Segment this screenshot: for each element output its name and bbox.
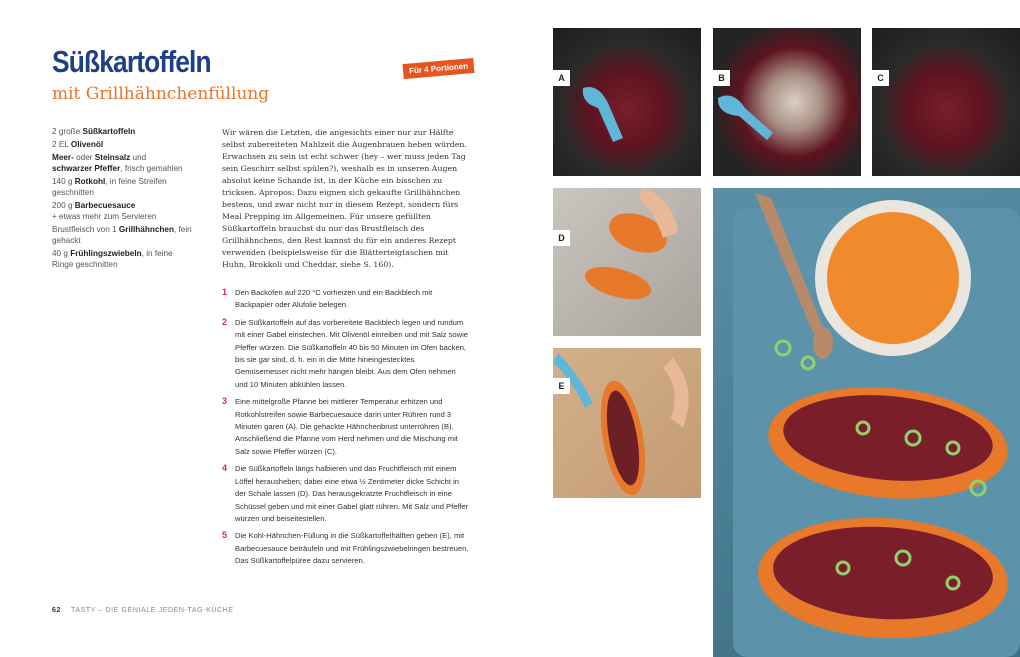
portions-badge: Für 4 Portionen <box>402 58 474 79</box>
step-number: 3 <box>222 396 228 407</box>
photo-tag-c: C <box>872 70 889 86</box>
step-text: Die Süßkartoffeln längs halbieren und das Fruchtfleisch mit einem Löffel herausheben; dabei eine etwa ½ Zentimeter dicke Schicht in der Schale lassen (D). Das herausgekratzte Fruchtfleisch in eine Schüssel geben und mit einer Gabel glatt rühren. Mit Salz und Pfeffer würzen und beiseitestellen. <box>235 464 469 523</box>
photo-tag-a: A <box>553 70 570 86</box>
hero-dish <box>713 188 1020 657</box>
ingredient-item: Meer- oder Steinsalz und <box>52 153 147 162</box>
step-number: 1 <box>222 287 228 297</box>
ingredient-list <box>52 126 192 272</box>
ingredient-item: Brustfleisch von 1 Grillhähnchen, fein gehackt <box>52 225 192 245</box>
step-number: 2 <box>222 316 228 327</box>
step-number: 4 <box>222 463 228 474</box>
step-item <box>222 530 470 567</box>
intro-text: Wir wären die Letzten, die angesichts einer nur zur Hälfte selbst zubereiteten Mahlzeit die Augenbrauen heben würden. Erwachsen zu sein ist echt schwer (hey – wer muss jeden Tag sein Geschirr selbst spülen?), weshalb es in unseren Augen absolut keine Schande ist, in der Küche ein bisschen zu tricksen. Apropos: Dazu eignen sich gekaufte Grillhähnchen bestens, und zwar nicht nur in diesem Rezept, sondern fürs Meal Prepping im Allgemeinen. Für unsere gefüllten Süßkartoffeln brauchst du nur das Brustfleisch des Grillhähnchens, den Rest kannst du für ein anderes Rezept verwenden (beispielsweise für die Blätterteigtaschen mit Huhn, Brokkoli und Cheddar, siehe S. 160). <box>222 128 467 269</box>
step-item <box>222 463 470 525</box>
page-number: 62 <box>52 607 61 614</box>
photo-step-c <box>872 28 1020 176</box>
step-text: Die Süßkartoffeln auf das vorbereitete Backblech legen und rundum mit einer Gabel einstechen. Mit Olivenöl einreiben und mit Salz sowie Pfeffer würzen. Die Süßkartoffeln 40 bis 50 Minuten im Ofen backen, bis sie gar sind, d. h. ein in die Mitte hineingestecktes Gemüsemesser nicht mehr hängen bleibt. Aus dem Ofen nehmen und 10 Minuten abkühlen lassen. <box>235 317 468 389</box>
recipe-title: Süßkartoffeln <box>52 44 211 79</box>
ingredient-item: 2 EL Olivenöl <box>52 140 104 149</box>
spatula-icon <box>553 28 701 176</box>
step-item <box>222 287 470 312</box>
photo-step-b <box>713 28 861 176</box>
ingredient-item: 2 große Süßkartoffeln <box>52 127 136 136</box>
ingredient-item: 140 g Rotkohl, in feine Streifen geschnitten <box>52 177 167 197</box>
step-number: 5 <box>222 530 228 541</box>
photo-step-a <box>553 28 701 176</box>
step-text: Eine mittelgroße Pfanne bei mittlerer Temperatur erhitzen und Rotkohlstreifen sowie Barbecuesauce darin unter Rühren rund 3 Minuten garen (A). Die gehackte Hähnchenbrust unterrühren (B). Anschließend die Pfanne vom Herd nehmen und die Mischung mit Salz sowie Pfeffer würzen (C). <box>235 397 458 456</box>
photo-tag-b: B <box>713 70 730 86</box>
ingredient-item: 200 g Barbecuesauce <box>52 201 136 210</box>
photo-tag-e: E <box>553 378 570 394</box>
ingredient-item: + etwas mehr zum Servieren <box>52 212 157 221</box>
ingredient-item: 40 g Frühlingszwiebeln, in feine Ringe geschnitten <box>52 249 173 269</box>
step-list <box>222 287 470 573</box>
step-item <box>222 317 470 391</box>
hero-photo <box>713 188 1020 657</box>
recipe-subtitle: mit Grillhähnchenfüllung <box>52 84 270 104</box>
book-title: TASTY – DIE GENIALE JEDEN-TAG-KÜCHE <box>71 607 234 614</box>
photo-step-e <box>553 348 701 498</box>
photo-tag-d: D <box>553 230 570 246</box>
page-footer <box>52 607 234 614</box>
sweet-potato-halves <box>553 188 701 336</box>
stuffed-potato <box>553 348 701 498</box>
step-text: Den Backofen auf 220 °C vorheizen und ein Backblech mit Backpapier oder Alufolie belegen. <box>235 288 433 310</box>
step-item <box>222 396 470 458</box>
ingredient-item: schwarzer Pfeffer, frisch gemahlen <box>52 164 183 173</box>
spatula-icon <box>713 28 861 176</box>
step-text: Die Kohl-Hähnchen-Füllung in die Süßkartoffelhälften geben (E), mit Barbecuesauce beträufeln und mit Frühlingszwiebelringen bestreuen. Das Süßkartoffelpüree dazu servieren. <box>235 531 469 566</box>
photo-step-d <box>553 188 701 336</box>
